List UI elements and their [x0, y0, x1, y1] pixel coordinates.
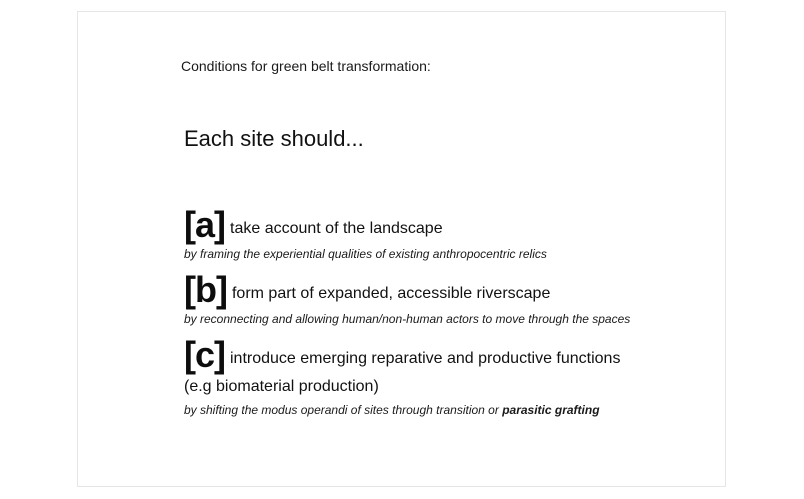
condition-b-text: form part of expanded, accessible riverscape [231, 285, 551, 302]
condition-c-text: introduce emerging reparative and productive functions [230, 350, 621, 367]
condition-c [184, 334, 621, 417]
condition-c-subtext-regular: by shifting the modus operandi of sites through transition or [184, 403, 503, 417]
condition-c-letter: [c] [184, 334, 225, 375]
condition-c-subtext-bold: parasitic grafting [502, 403, 600, 417]
condition-a-line [184, 204, 547, 245]
condition-a-subtext: by framing the experiential qualities of existing anthropocentric relics [184, 247, 547, 261]
condition-a-letter: [a] [184, 204, 225, 245]
slide [77, 11, 726, 487]
slide-heading: Each site should... [184, 126, 364, 151]
condition-b-subtext: by reconnecting and allowing human/non-human actors to move through the spaces [184, 312, 631, 326]
condition-b [184, 269, 631, 326]
condition-b-line [184, 269, 630, 310]
condition-a [184, 204, 547, 261]
intro-text: Conditions for green belt transformation: [181, 58, 431, 74]
condition-a-text: take account of the landscape [230, 220, 443, 237]
condition-c-line [184, 334, 621, 375]
condition-c-text-continued: (e.g biomaterial production) [184, 378, 379, 395]
condition-b-letter: [b] [184, 269, 227, 310]
condition-c-subtext [184, 403, 620, 417]
